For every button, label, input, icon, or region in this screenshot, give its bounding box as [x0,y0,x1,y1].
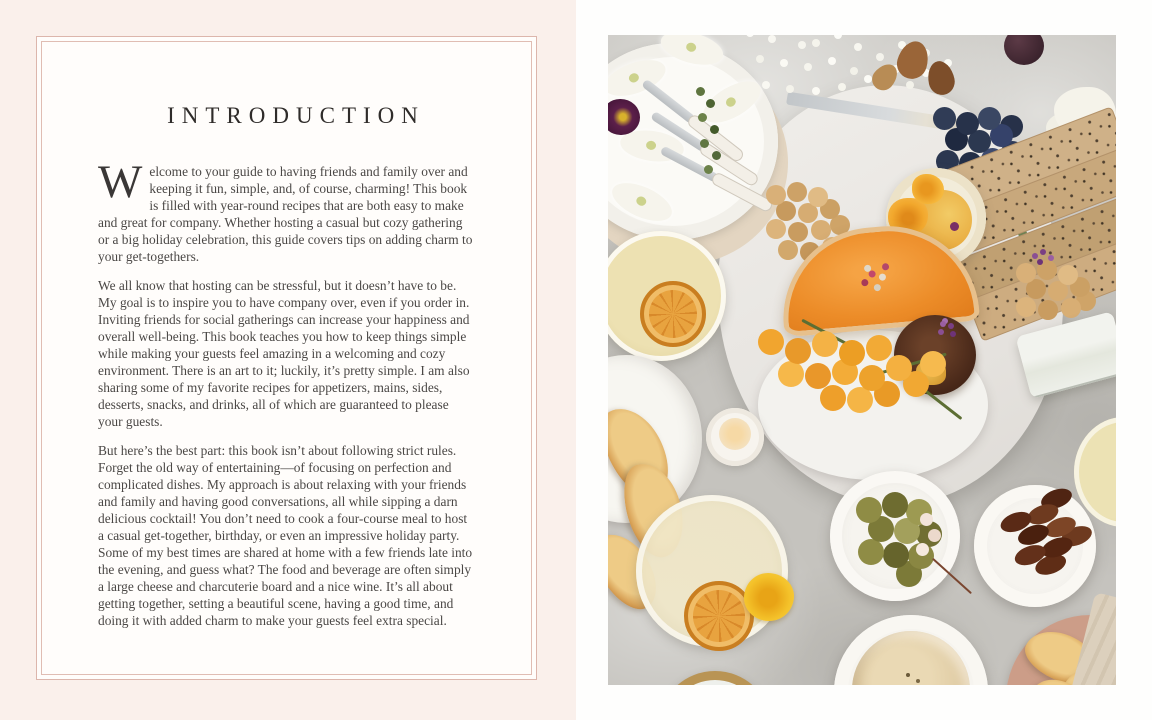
dried-orange-slice [684,581,754,651]
drop-cap: W [98,156,143,208]
fresh-herbs [696,87,705,96]
chapter-title: INTRODUCTION [167,103,425,128]
paragraph-1-text: elcome to your guide to having friends and family over and keeping it fun, simple, and, of course, charming! This book is filled with year-round recipes that are both easy to make and great for company. Whether hosting a casual but cozy gathering or a big holiday celebration, this guide covers tips on adding charm to your get-togethers. [98,164,473,264]
marcona-almond-pile [1016,263,1036,283]
coupe-cocktail [608,231,726,361]
blueberry-cluster [933,107,956,130]
babys-breath-flowers [746,35,754,37]
food-board-photo [608,35,1116,685]
green-olives [856,497,882,523]
hummus-swirl [852,631,970,685]
page-content [37,37,536,679]
dried-husk-leaf [893,38,932,83]
paragraph-1 [98,156,476,265]
garlic-cloves [920,513,933,526]
marcona-almond-pile [766,185,786,205]
page-border-frame [36,36,537,680]
petal-salt-bowl [658,671,772,685]
purple-flower [950,222,959,231]
hummus-bowl [834,615,988,685]
marigold-flower [744,573,794,621]
honeycomb-chunk [916,361,946,385]
dried-orange-slice [640,281,706,347]
candied-pecan-bowl [974,485,1096,607]
votive-candle [706,408,764,466]
paragraph-3: But here’s the best part: this book isn’t about following strict rules. Forget the old way of entertaining—of focusing on perfection and complicated dishes. My approach is about relaxing with your friends and family and having good conversations, all while sipping a darn delicious cocktail! You don’t need to cook a four-course meal to host a casual get-together, birthday, or even an impressive holiday party. Some of my best times are shared at home with a few friends late into the evening, and guess what? The food and beverage are often simply a large cheese and charcuterie board and a nice wine. It’s all about getting together, setting a beautiful scene, having a good time, and doing it with added charm to make your guests feel extra special. [98,443,473,628]
dark-plum [1004,35,1044,65]
right-page [576,0,1152,720]
nasturtium-flower [912,174,944,204]
body-text [98,156,476,629]
ribbed-glass-cocktail [636,495,788,647]
purple-flower-sprig [940,321,946,327]
yellow-cherry-tomatoes [758,329,784,355]
paragraph-2: We all know that hosting can be stressful, but it doesn’t have to be. My goal is to inspire you to have company over, even if you order in. Inviting friends for social gatherings can increase your happiness and overall well-being. This book teaches you how to keep things simple while making your guests feel amazing in a welcoming and cozy environment. There is an art to it; luckily, it’s pretty simple. I am also sharing some of my favorite recipes for appetizers, mains, sides, desserts, snacks, and drinks, all of which are guaranteed to please your guests. [98,278,470,429]
spice-garnish [906,673,910,677]
petal-garnish [868,270,876,278]
olive-bowl [830,471,960,601]
purple-flower-sprig [1032,253,1038,259]
candle-flame-glow [719,418,751,450]
